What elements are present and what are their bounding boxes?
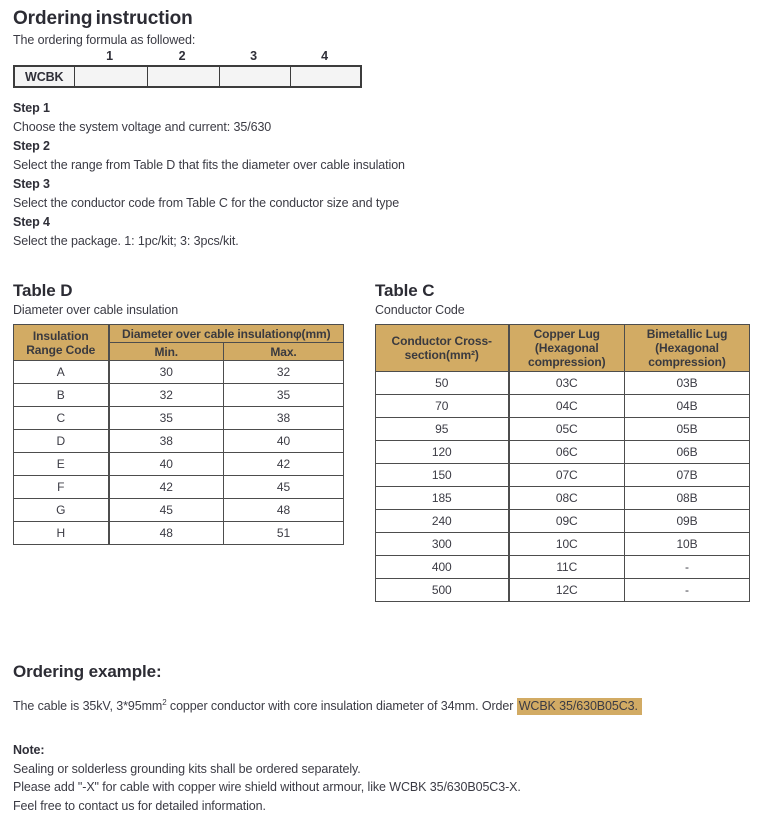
formula-row — [14, 66, 361, 87]
formula-position-labels — [13, 49, 748, 65]
step-2-text: Select the range from Table D that fits the diameter over cable insulation — [13, 158, 405, 172]
ordering-example-title: Ordering example: — [13, 662, 162, 681]
table-cell: 45 — [224, 476, 344, 499]
table-cell: 70 — [376, 395, 509, 418]
table-row — [14, 361, 344, 384]
formula-label-3: 3 — [250, 49, 257, 63]
table-cell: 03C — [509, 372, 625, 395]
formula-label-2: 2 — [178, 49, 186, 63]
table-cell: 32 — [109, 384, 224, 407]
table-cell: - — [625, 579, 750, 602]
table-cell: 400 — [376, 556, 509, 579]
table-c-body — [376, 372, 750, 602]
table-cell: 35 — [109, 407, 224, 430]
tables-section — [13, 281, 748, 602]
table-cell: 04B — [625, 395, 750, 418]
table-cell: 38 — [109, 430, 224, 453]
step-4-label: Step 4 — [13, 215, 50, 229]
table-cell: D — [14, 430, 109, 453]
table-cell: E — [14, 453, 109, 476]
note-line-2: Please add "-X" for cable with copper wire shield without armour, like WCBK 35/630B05C3-X. — [13, 780, 521, 795]
step-3-label: Step 3 — [13, 177, 50, 191]
table-d-subtitle: Diameter over cable insulation — [13, 303, 179, 317]
table-d-max-header: Max. — [224, 343, 344, 361]
ordering-formula — [13, 49, 748, 88]
table-d — [13, 324, 344, 545]
table-cell: 10B — [625, 533, 750, 556]
formula-cell-4 — [290, 66, 361, 87]
table-c — [375, 324, 750, 602]
table-cell: 42 — [224, 453, 344, 476]
table-cell: 30 — [109, 361, 224, 384]
table-c-title: Table C — [375, 281, 435, 300]
table-cell: 10C — [509, 533, 625, 556]
table-row — [376, 487, 750, 510]
table-cell: F — [14, 476, 109, 499]
table-d-col1-header: Insulation Range Code — [14, 325, 109, 361]
table-cell: 40 — [224, 430, 344, 453]
table-c-col3-header: Bimetallic Lug (Hexagonal compression) — [625, 325, 750, 372]
table-row — [14, 453, 344, 476]
page-title: Ordering instruction — [13, 8, 193, 29]
step-4-text: Select the package. 1: 1pc/kit; 3: 3pcs/kit. — [13, 234, 239, 248]
table-cell: 08B — [625, 487, 750, 510]
note-label: Note: — [13, 743, 45, 758]
table-row — [376, 510, 750, 533]
note-line-3: Feel free to contact us for detailed information. — [13, 798, 266, 813]
example-text-after: copper conductor with core insulation diameter of 34mm. Order — [166, 699, 517, 714]
note-section — [13, 741, 748, 815]
ordering-example-section — [13, 662, 748, 715]
table-row — [376, 464, 750, 487]
table-cell: 42 — [109, 476, 224, 499]
formula-label-blank — [13, 49, 73, 65]
table-cell: 05B — [625, 418, 750, 441]
table-row — [14, 476, 344, 499]
table-cell: 38 — [224, 407, 344, 430]
table-cell: 185 — [376, 487, 509, 510]
table-d-block — [13, 281, 343, 545]
table-c-col1-header: Conductor Cross-section(mm²) — [376, 325, 509, 372]
table-c-block — [375, 281, 749, 602]
table-cell: 12C — [509, 579, 625, 602]
ordering-example-text — [13, 694, 748, 715]
formula-cell-1 — [74, 66, 147, 87]
table-cell: 240 — [376, 510, 509, 533]
table-cell: 04C — [509, 395, 625, 418]
formula-label-1: 1 — [106, 49, 113, 63]
formula-cell-3 — [219, 66, 290, 87]
table-row — [376, 418, 750, 441]
table-cell: 120 — [376, 441, 509, 464]
table-c-header — [376, 325, 750, 372]
table-row — [14, 499, 344, 522]
table-cell: 48 — [109, 522, 224, 545]
table-cell: 32 — [224, 361, 344, 384]
formula-prefix-cell: WCBK — [14, 66, 74, 87]
table-row — [376, 372, 750, 395]
table-d-body — [14, 361, 344, 545]
table-cell: 300 — [376, 533, 509, 556]
table-cell: 06C — [509, 441, 625, 464]
example-text-before: The cable is 35kV, 3*95mm — [13, 699, 163, 714]
table-cell: 500 — [376, 579, 509, 602]
table-cell: 40 — [109, 453, 224, 476]
table-cell: 03B — [625, 372, 750, 395]
table-row — [14, 384, 344, 407]
note-line-1: Sealing or solderless grounding kits shall be ordered separately. — [13, 761, 361, 776]
table-cell: A — [14, 361, 109, 384]
table-row — [376, 533, 750, 556]
intro-text: The ordering formula as followed: — [13, 33, 196, 47]
table-cell: 05C — [509, 418, 625, 441]
formula-table — [13, 65, 362, 88]
table-cell: 95 — [376, 418, 509, 441]
table-cell: 09B — [625, 510, 750, 533]
table-cell: 11C — [509, 556, 625, 579]
table-row — [376, 395, 750, 418]
table-cell: 51 — [224, 522, 344, 545]
table-row — [376, 556, 750, 579]
table-cell: B — [14, 384, 109, 407]
table-cell: 07B — [625, 464, 750, 487]
table-row — [376, 579, 750, 602]
table-cell: 150 — [376, 464, 509, 487]
step-3-text: Select the conductor code from Table C for the conductor size and type — [13, 196, 400, 210]
table-cell: 09C — [509, 510, 625, 533]
table-cell: 45 — [109, 499, 224, 522]
formula-label-4: 4 — [321, 49, 328, 63]
table-row — [14, 430, 344, 453]
formula-cell-2 — [147, 66, 219, 87]
table-d-title: Table D — [13, 281, 73, 300]
example-superscript: 2 — [162, 698, 167, 707]
table-d-min-header: Min. — [109, 343, 224, 361]
table-row — [376, 441, 750, 464]
table-cell: C — [14, 407, 109, 430]
table-c-subtitle: Conductor Code — [375, 303, 465, 317]
table-row — [14, 522, 344, 545]
table-cell: - — [625, 556, 750, 579]
table-c-col2-header: Copper Lug (Hexagonal compression) — [509, 325, 625, 372]
order-code-highlight: WCBK 35/630B05C3. — [517, 698, 642, 715]
table-d-group-header: Diameter over cable insulationφ(mm) — [109, 325, 344, 343]
table-cell: G — [14, 499, 109, 522]
table-cell: 35 — [224, 384, 344, 407]
table-cell: 07C — [509, 464, 625, 487]
table-cell: 48 — [224, 499, 344, 522]
table-cell: H — [14, 522, 109, 545]
step-1-text: Choose the system voltage and current: 35/630 — [13, 120, 272, 134]
table-cell: 08C — [509, 487, 625, 510]
step-2-label: Step 2 — [13, 139, 50, 153]
table-cell: 50 — [376, 372, 509, 395]
steps-list — [13, 99, 748, 251]
table-row — [14, 407, 344, 430]
table-d-header — [14, 325, 344, 361]
step-1-label: Step 1 — [13, 101, 50, 115]
table-cell: 06B — [625, 441, 750, 464]
